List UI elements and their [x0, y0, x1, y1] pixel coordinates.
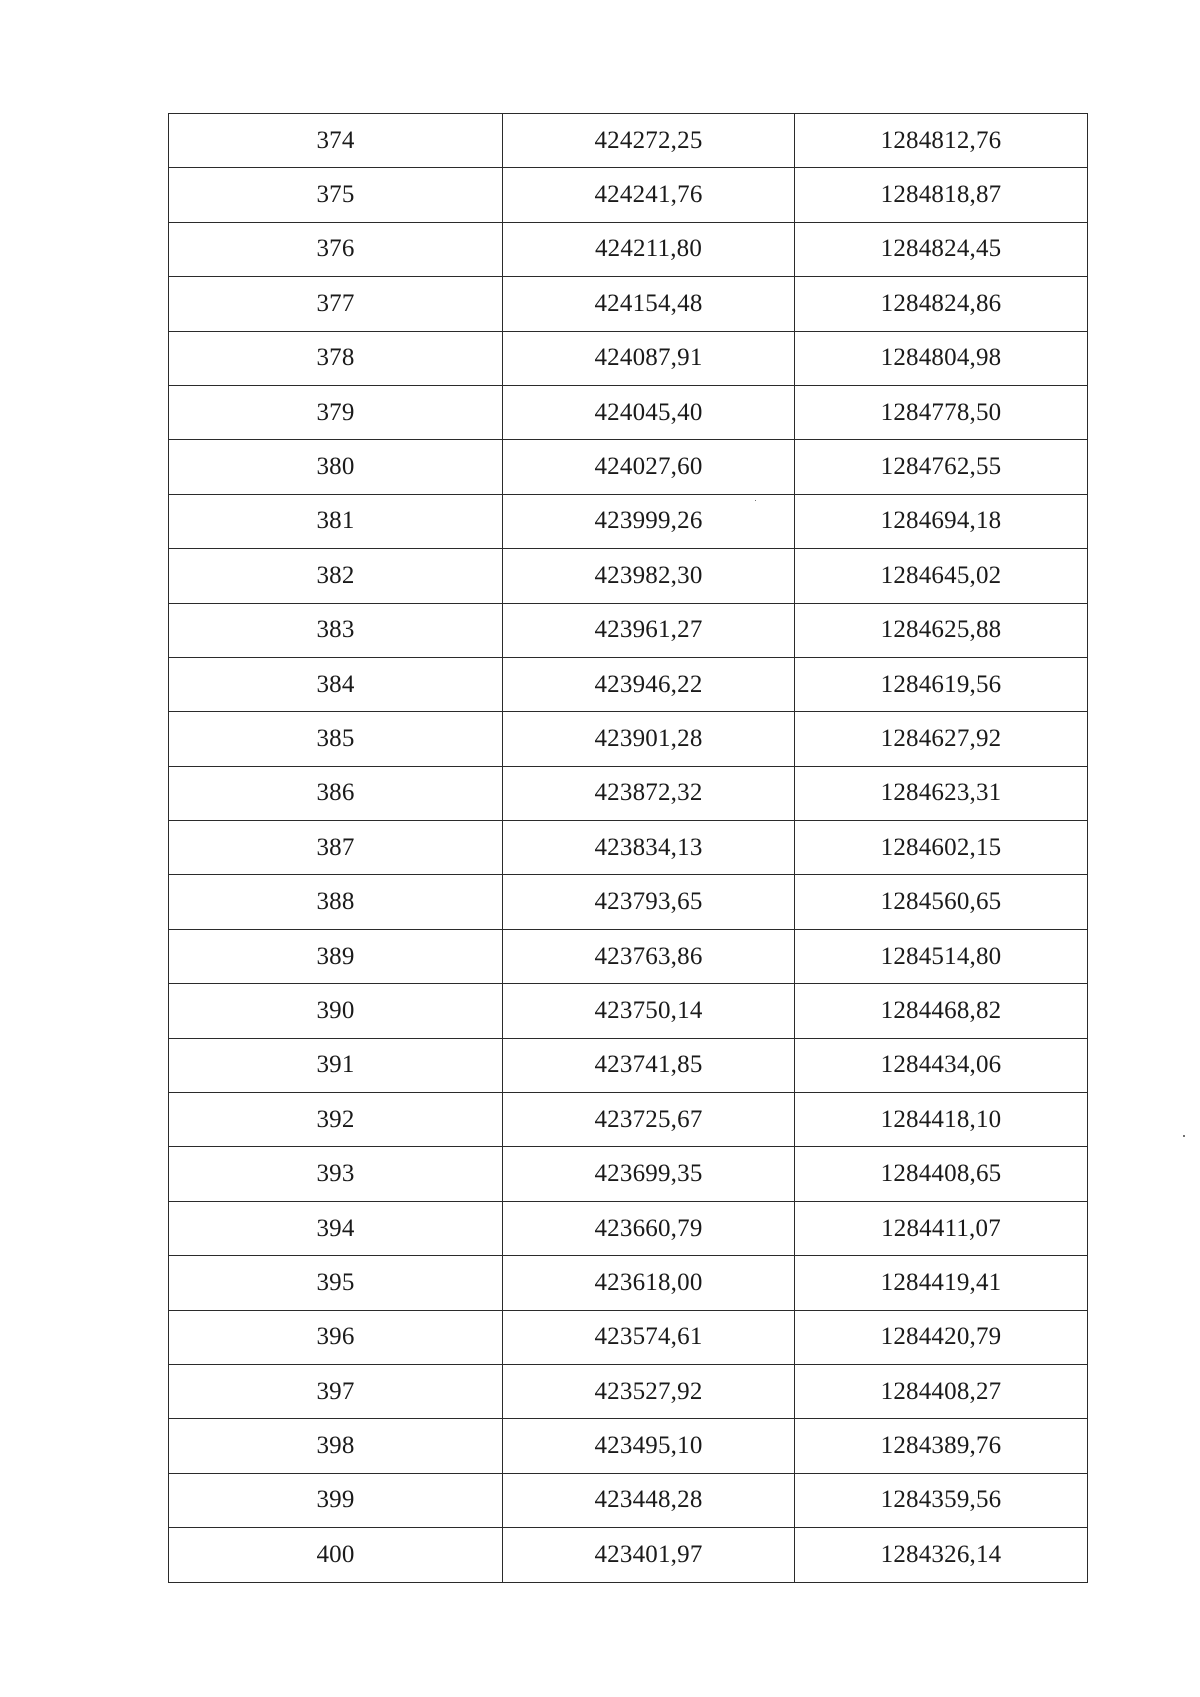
table-row — [169, 1256, 1088, 1310]
y-coordinate-cell: 1284408,27 — [795, 1364, 1088, 1418]
point-number-cell: 386 — [169, 766, 503, 820]
x-coordinate-cell: 423872,32 — [503, 766, 795, 820]
y-coordinate-cell: 1284408,65 — [795, 1147, 1088, 1201]
y-coordinate-cell: 1284804,98 — [795, 331, 1088, 385]
table-row — [169, 1310, 1088, 1364]
table-row — [169, 657, 1088, 711]
x-coordinate-cell: 423741,85 — [503, 1038, 795, 1092]
y-coordinate-cell: 1284623,31 — [795, 766, 1088, 820]
point-number-cell: 380 — [169, 440, 503, 494]
point-number-cell: 400 — [169, 1528, 503, 1582]
table-row — [169, 549, 1088, 603]
point-number-cell: 376 — [169, 222, 503, 276]
table-row — [169, 114, 1088, 168]
table-row — [169, 1473, 1088, 1527]
y-coordinate-cell: 1284824,45 — [795, 222, 1088, 276]
x-coordinate-cell: 424272,25 — [503, 114, 795, 168]
x-coordinate-cell: 423618,00 — [503, 1256, 795, 1310]
x-coordinate-cell: 423834,13 — [503, 821, 795, 875]
x-coordinate-cell: 423660,79 — [503, 1201, 795, 1255]
table-row — [169, 168, 1088, 222]
table-row — [169, 277, 1088, 331]
table-row — [169, 712, 1088, 766]
y-coordinate-cell: 1284824,86 — [795, 277, 1088, 331]
coordinates-table-body — [169, 114, 1088, 1583]
x-coordinate-cell: 423961,27 — [503, 603, 795, 657]
point-number-cell: 398 — [169, 1419, 503, 1473]
x-coordinate-cell: 423946,22 — [503, 657, 795, 711]
y-coordinate-cell: 1284602,15 — [795, 821, 1088, 875]
table-row — [169, 1201, 1088, 1255]
point-number-cell: 390 — [169, 984, 503, 1038]
point-number-cell: 393 — [169, 1147, 503, 1201]
point-number-cell: 385 — [169, 712, 503, 766]
x-coordinate-cell: 424241,76 — [503, 168, 795, 222]
scan-speck — [1183, 1135, 1185, 1137]
x-coordinate-cell: 423401,97 — [503, 1528, 795, 1582]
y-coordinate-cell: 1284694,18 — [795, 494, 1088, 548]
point-number-cell: 381 — [169, 494, 503, 548]
y-coordinate-cell: 1284411,07 — [795, 1201, 1088, 1255]
x-coordinate-cell: 423750,14 — [503, 984, 795, 1038]
point-number-cell: 397 — [169, 1364, 503, 1418]
table-row — [169, 821, 1088, 875]
point-number-cell: 399 — [169, 1473, 503, 1527]
table-row — [169, 331, 1088, 385]
table-row — [169, 1364, 1088, 1418]
y-coordinate-cell: 1284818,87 — [795, 168, 1088, 222]
x-coordinate-cell: 423999,26 — [503, 494, 795, 548]
table-row — [169, 1528, 1088, 1582]
y-coordinate-cell: 1284389,76 — [795, 1419, 1088, 1473]
point-number-cell: 388 — [169, 875, 503, 929]
y-coordinate-cell: 1284560,65 — [795, 875, 1088, 929]
y-coordinate-cell: 1284778,50 — [795, 385, 1088, 439]
x-coordinate-cell: 423725,67 — [503, 1093, 795, 1147]
y-coordinate-cell: 1284434,06 — [795, 1038, 1088, 1092]
table-row — [169, 1419, 1088, 1473]
y-coordinate-cell: 1284418,10 — [795, 1093, 1088, 1147]
point-number-cell: 383 — [169, 603, 503, 657]
table-row — [169, 222, 1088, 276]
table-row — [169, 1147, 1088, 1201]
table-row — [169, 385, 1088, 439]
y-coordinate-cell: 1284812,76 — [795, 114, 1088, 168]
y-coordinate-cell: 1284625,88 — [795, 603, 1088, 657]
y-coordinate-cell: 1284645,02 — [795, 549, 1088, 603]
y-coordinate-cell: 1284468,82 — [795, 984, 1088, 1038]
x-coordinate-cell: 424027,60 — [503, 440, 795, 494]
x-coordinate-cell: 423982,30 — [503, 549, 795, 603]
point-number-cell: 382 — [169, 549, 503, 603]
point-number-cell: 391 — [169, 1038, 503, 1092]
table-row — [169, 1038, 1088, 1092]
y-coordinate-cell: 1284359,56 — [795, 1473, 1088, 1527]
table-row — [169, 766, 1088, 820]
y-coordinate-cell: 1284514,80 — [795, 929, 1088, 983]
point-number-cell: 377 — [169, 277, 503, 331]
table-row — [169, 929, 1088, 983]
x-coordinate-cell: 424087,91 — [503, 331, 795, 385]
x-coordinate-cell: 424045,40 — [503, 385, 795, 439]
x-coordinate-cell: 423901,28 — [503, 712, 795, 766]
point-number-cell: 384 — [169, 657, 503, 711]
y-coordinate-cell: 1284762,55 — [795, 440, 1088, 494]
table-row — [169, 603, 1088, 657]
point-number-cell: 392 — [169, 1093, 503, 1147]
point-number-cell: 389 — [169, 929, 503, 983]
x-coordinate-cell: 423763,86 — [503, 929, 795, 983]
table-row — [169, 1093, 1088, 1147]
y-coordinate-cell: 1284326,14 — [795, 1528, 1088, 1582]
y-coordinate-cell: 1284420,79 — [795, 1310, 1088, 1364]
point-number-cell: 378 — [169, 331, 503, 385]
table-row — [169, 440, 1088, 494]
x-coordinate-cell: 423527,92 — [503, 1364, 795, 1418]
x-coordinate-cell: 424154,48 — [503, 277, 795, 331]
point-number-cell: 375 — [169, 168, 503, 222]
x-coordinate-cell: 423495,10 — [503, 1419, 795, 1473]
y-coordinate-cell: 1284419,41 — [795, 1256, 1088, 1310]
table-row — [169, 494, 1088, 548]
x-coordinate-cell: 423793,65 — [503, 875, 795, 929]
point-number-cell: 396 — [169, 1310, 503, 1364]
x-coordinate-cell: 423448,28 — [503, 1473, 795, 1527]
point-number-cell: 394 — [169, 1201, 503, 1255]
coordinates-table — [168, 113, 1088, 1583]
x-coordinate-cell: 423574,61 — [503, 1310, 795, 1364]
point-number-cell: 387 — [169, 821, 503, 875]
y-coordinate-cell: 1284627,92 — [795, 712, 1088, 766]
point-number-cell: 379 — [169, 385, 503, 439]
x-coordinate-cell: 423699,35 — [503, 1147, 795, 1201]
x-coordinate-cell: 424211,80 — [503, 222, 795, 276]
table-row — [169, 875, 1088, 929]
table-row — [169, 984, 1088, 1038]
scan-speck — [755, 500, 756, 501]
point-number-cell: 374 — [169, 114, 503, 168]
y-coordinate-cell: 1284619,56 — [795, 657, 1088, 711]
point-number-cell: 395 — [169, 1256, 503, 1310]
